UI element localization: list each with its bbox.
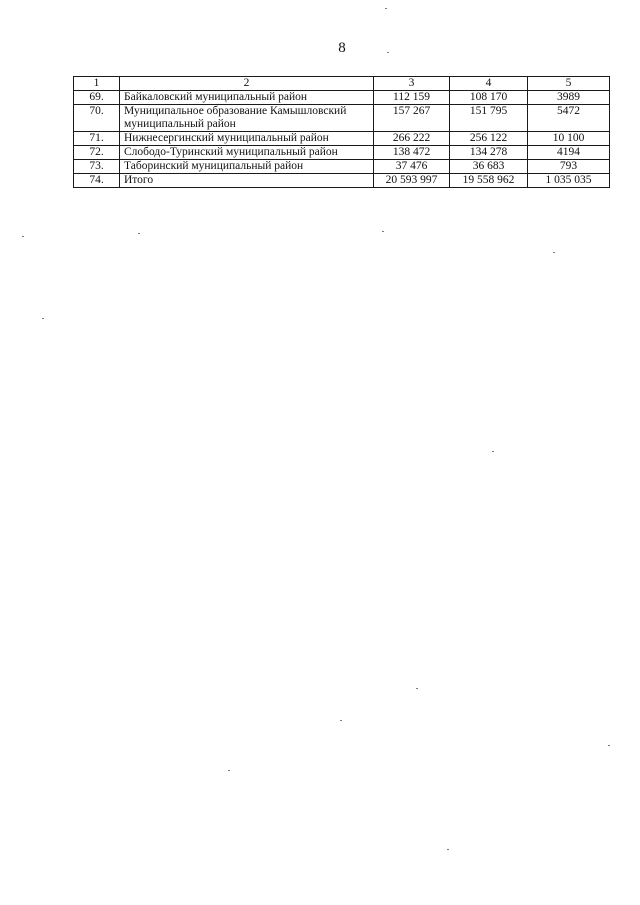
table-row <box>74 132 610 146</box>
scan-speck <box>553 252 555 253</box>
column-header: 5 <box>528 77 610 91</box>
row-value-3: 20 593 997 <box>374 174 450 188</box>
scan-speck <box>42 318 44 319</box>
row-value-4: 134 278 <box>450 146 528 160</box>
row-value-3: 138 472 <box>374 146 450 160</box>
scan-speck <box>387 52 389 53</box>
row-number: 73. <box>74 160 120 174</box>
row-number: 74. <box>74 174 120 188</box>
scan-speck <box>447 849 449 850</box>
table-row <box>74 146 610 160</box>
row-value-3: 157 267 <box>374 105 450 132</box>
row-value-5: 1 035 035 <box>528 174 610 188</box>
table-total-row <box>74 174 610 188</box>
table-row <box>74 160 610 174</box>
row-value-5: 3989 <box>528 91 610 105</box>
scan-speck <box>608 745 610 746</box>
scan-speck <box>22 236 24 237</box>
row-number: 70. <box>74 105 120 132</box>
scan-speck <box>382 231 384 232</box>
scan-speck <box>138 233 140 234</box>
table-row <box>74 91 610 105</box>
column-header: 4 <box>450 77 528 91</box>
row-name: Таборинский муниципальный район <box>120 160 374 174</box>
row-value-5: 793 <box>528 160 610 174</box>
row-name: Итого <box>120 174 374 188</box>
row-value-3: 266 222 <box>374 132 450 146</box>
row-value-5: 10 100 <box>528 132 610 146</box>
row-name: Слободо-Туринский муниципальный район <box>120 146 374 160</box>
data-table <box>73 76 610 188</box>
column-header: 1 <box>74 77 120 91</box>
row-number: 71. <box>74 132 120 146</box>
row-name: Байкаловский муниципальный район <box>120 91 374 105</box>
row-value-4: 19 558 962 <box>450 174 528 188</box>
row-value-4: 151 795 <box>450 105 528 132</box>
row-value-3: 37 476 <box>374 160 450 174</box>
row-number: 69. <box>74 91 120 105</box>
scan-speck <box>416 688 418 689</box>
column-header: 2 <box>120 77 374 91</box>
row-value-5: 4194 <box>528 146 610 160</box>
scan-speck <box>385 8 387 9</box>
row-number: 72. <box>74 146 120 160</box>
scan-speck <box>340 720 342 721</box>
column-header: 3 <box>374 77 450 91</box>
row-name: Нижнесергинский муниципальный район <box>120 132 374 146</box>
scan-speck <box>492 451 494 452</box>
table-header-row <box>74 77 610 91</box>
page-number: 8 <box>338 40 346 56</box>
row-value-4: 36 683 <box>450 160 528 174</box>
scan-speck <box>228 770 230 771</box>
row-value-3: 112 159 <box>374 91 450 105</box>
row-value-5: 5472 <box>528 105 610 132</box>
row-name: Муниципальное образование Камышловский муниципальный район <box>120 105 374 132</box>
row-value-4: 108 170 <box>450 91 528 105</box>
row-value-4: 256 122 <box>450 132 528 146</box>
table-row <box>74 105 610 132</box>
